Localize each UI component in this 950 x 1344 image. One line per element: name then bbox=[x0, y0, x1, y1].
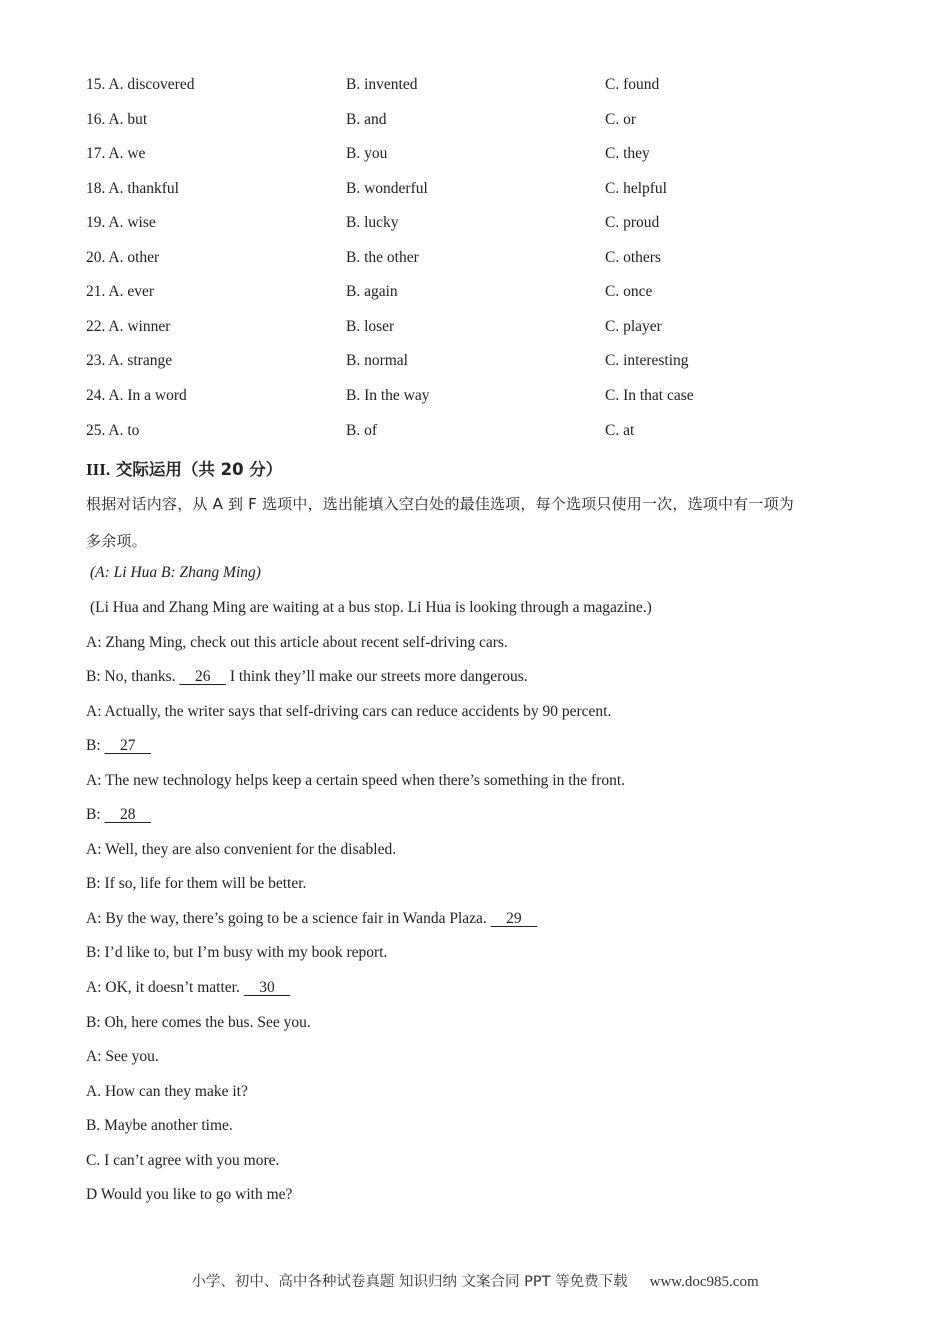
dialogue-line: A: The new technology helps keep a certain speed when there’s something in the front. bbox=[86, 772, 626, 789]
instruction-line-2: 多余项。 bbox=[86, 532, 147, 550]
dialogue-line: A: Well, they are also convenient for the disabled. bbox=[86, 841, 397, 858]
footer-url[interactable]: www.doc985.com bbox=[649, 1274, 759, 1290]
option-row-22 bbox=[86, 318, 886, 340]
option-a: 19. A. wise bbox=[86, 214, 156, 231]
section-title: 交际运用（共 20 分） bbox=[115, 460, 283, 479]
option-b: B. the other bbox=[346, 249, 419, 266]
dialogue-line: B: If so, life for them will be better. bbox=[86, 875, 307, 892]
option-a: 22. A. winner bbox=[86, 318, 171, 335]
dialogue-line bbox=[86, 806, 151, 824]
option-row-23 bbox=[86, 352, 886, 374]
option-c: C. at bbox=[605, 422, 635, 439]
dialogue-text: A: OK, it doesn’t matter. bbox=[86, 979, 244, 996]
option-a: 24. A. In a word bbox=[86, 387, 187, 404]
dialogue-line: A: See you. bbox=[86, 1048, 159, 1065]
option-b: B. loser bbox=[346, 318, 395, 335]
option-c: C. interesting bbox=[605, 352, 689, 369]
blank-28: 28 bbox=[104, 806, 152, 823]
choice-b: B. Maybe another time. bbox=[86, 1117, 233, 1134]
choice-d: D Would you like to go with me? bbox=[86, 1186, 293, 1203]
option-c: C. In that case bbox=[605, 387, 694, 404]
section-number: III. bbox=[86, 460, 111, 479]
option-a: 25. A. to bbox=[86, 422, 140, 439]
option-b: B. and bbox=[346, 111, 387, 128]
option-b: B. wonderful bbox=[346, 180, 428, 197]
option-a: 16. A. but bbox=[86, 111, 148, 128]
page-footer bbox=[0, 1270, 950, 1291]
option-b: B. you bbox=[346, 145, 388, 162]
option-a: 20. A. other bbox=[86, 249, 160, 266]
option-c: C. proud bbox=[605, 214, 660, 231]
dialogue-line: A: Actually, the writer says that self-driving cars can reduce accidents by 90 percent. bbox=[86, 703, 612, 720]
dialogue-text: I think they’ll make our streets more dangerous. bbox=[225, 668, 528, 685]
option-row-15 bbox=[86, 76, 886, 98]
option-row-21 bbox=[86, 283, 886, 305]
blank-26: 26 bbox=[179, 668, 226, 685]
option-b: B. invented bbox=[346, 76, 418, 93]
footer-text: 小学、初中、高中各种试卷真题 知识归纳 文案合同 PPT 等免费下载 bbox=[191, 1274, 628, 1290]
option-c: C. player bbox=[605, 318, 662, 335]
option-row-24 bbox=[86, 387, 886, 409]
option-c: C. or bbox=[605, 111, 636, 128]
dialogue-text: B: No, thanks. bbox=[86, 668, 180, 685]
dialogue-line bbox=[86, 979, 290, 997]
speakers-note: (A: Li Hua B: Zhang Ming) bbox=[90, 564, 261, 581]
option-a: 15. A. discovered bbox=[86, 76, 195, 93]
instruction-line-1: 根据对话内容，从 A 到 F 选项中，选出能填入空白处的最佳选项，每个选项只使用一次，选项中有一项为 bbox=[86, 495, 794, 513]
option-b: B. lucky bbox=[346, 214, 399, 231]
choice-c: C. I can’t agree with you more. bbox=[86, 1152, 280, 1169]
dialogue-line bbox=[86, 668, 528, 686]
option-row-19 bbox=[86, 214, 886, 236]
dialogue-text: B: bbox=[86, 806, 105, 823]
option-a: 23. A. strange bbox=[86, 352, 173, 369]
option-row-17 bbox=[86, 145, 886, 167]
option-c: C. they bbox=[605, 145, 650, 162]
scene-description: (Li Hua and Zhang Ming are waiting at a bus stop. Li Hua is looking through a magazine.) bbox=[90, 599, 652, 616]
blank-27: 27 bbox=[104, 737, 152, 754]
option-b: B. In the way bbox=[346, 387, 430, 404]
option-b: B. normal bbox=[346, 352, 408, 369]
dialogue-text: B: bbox=[86, 737, 105, 754]
option-a: 21. A. ever bbox=[86, 283, 155, 300]
option-c: C. helpful bbox=[605, 180, 667, 197]
dialogue-line: B: I’d like to, but I’m busy with my book report. bbox=[86, 944, 388, 961]
dialogue-line bbox=[86, 910, 537, 928]
dialogue-line: B: Oh, here comes the bus. See you. bbox=[86, 1014, 311, 1031]
option-a: 18. A. thankful bbox=[86, 180, 179, 197]
dialogue-line bbox=[86, 737, 151, 755]
option-a: 17. A. we bbox=[86, 145, 146, 162]
option-row-18 bbox=[86, 180, 886, 202]
option-c: C. once bbox=[605, 283, 653, 300]
option-b: B. of bbox=[346, 422, 377, 439]
blank-30: 30 bbox=[243, 979, 291, 996]
option-row-20 bbox=[86, 249, 886, 271]
section-heading bbox=[86, 456, 282, 480]
blank-29: 29 bbox=[490, 910, 538, 927]
option-b: B. again bbox=[346, 283, 398, 300]
choice-a: A. How can they make it? bbox=[86, 1083, 248, 1100]
option-c: C. others bbox=[605, 249, 661, 266]
option-c: C. found bbox=[605, 76, 660, 93]
dialogue-text: A: By the way, there’s going to be a science fair in Wanda Plaza. bbox=[86, 910, 491, 927]
option-row-25 bbox=[86, 422, 886, 444]
dialogue-line: A: Zhang Ming, check out this article about recent self-driving cars. bbox=[86, 634, 508, 651]
option-row-16 bbox=[86, 111, 886, 133]
